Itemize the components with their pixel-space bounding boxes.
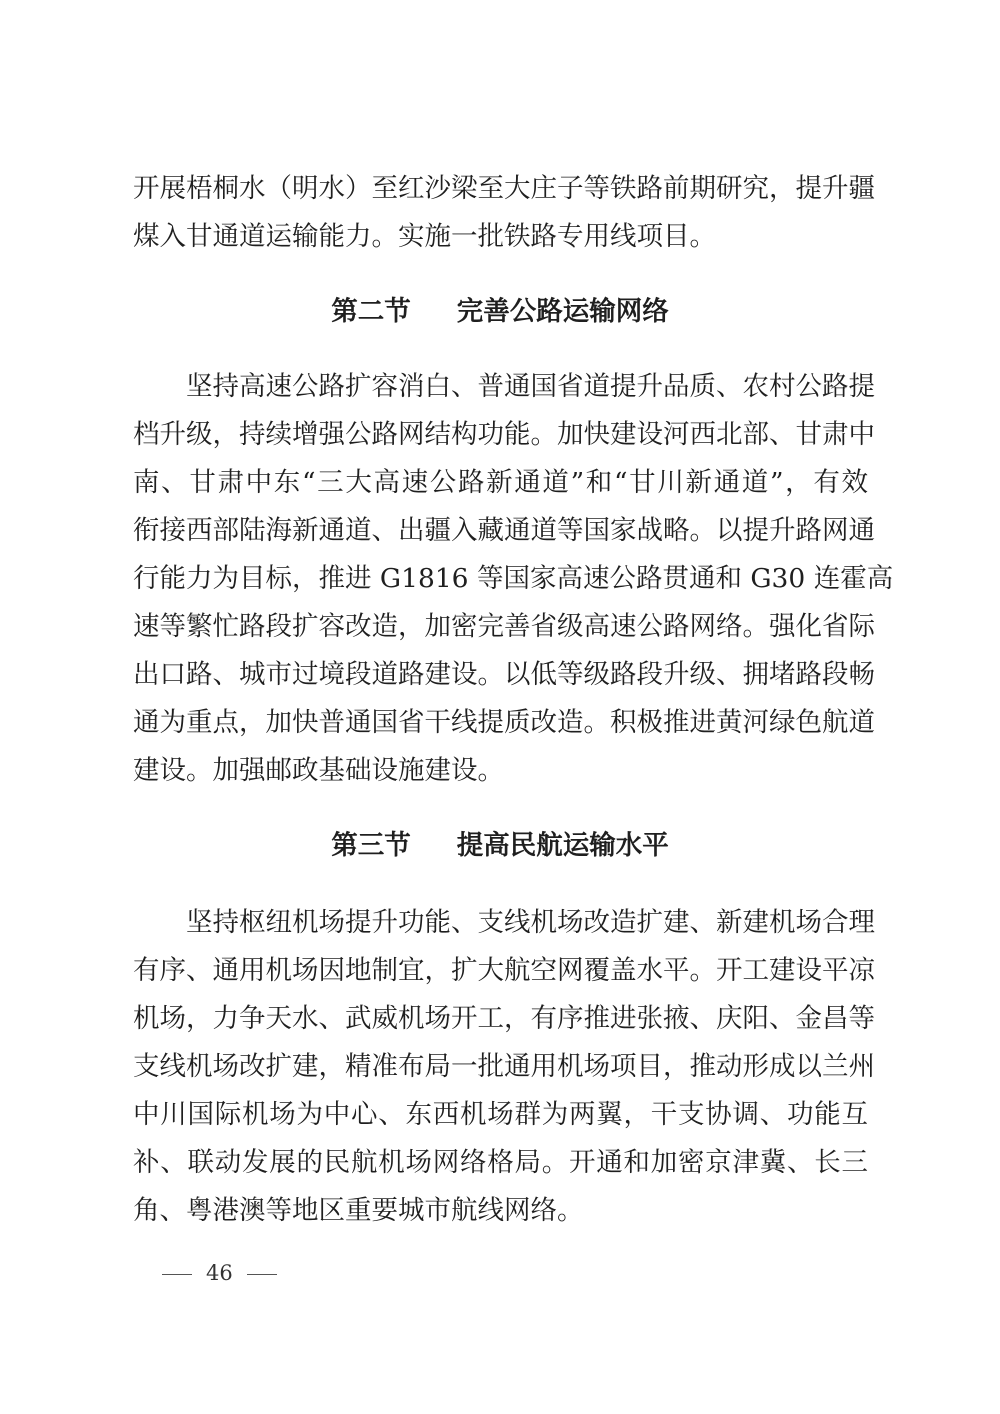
section-3-line-7: 角、粤港澳等地区重要城市航线网络。 — [133, 1195, 584, 1226]
page-footer — [148, 1258, 291, 1288]
footer-dash-left — [162, 1274, 192, 1275]
section-2-line-4: 衔接西部陆海新通道、出疆入藏通道等国家战略。以提升路网通 — [133, 515, 875, 546]
intro-line-2: 煤入甘通道运输能力。实施一批铁路专用线项目。 — [133, 221, 716, 252]
intro-line-1: 开展梧桐水（明水）至红沙梁至大庄子等铁路前期研究，提升疆 — [133, 173, 875, 204]
section-3-heading — [0, 826, 1000, 866]
section-3-line-2: 有序、通用机场因地制宜，扩大航空网覆盖水平。开工建设平凉 — [133, 955, 875, 986]
section-3-line-5: 中川国际机场为中心、东西机场群为两翼，干支协调、功能互 — [133, 1099, 868, 1130]
section-2-title: 完善公路运输网络 — [456, 296, 669, 327]
section-2-line-2: 档升级，持续增强公路网结构功能。加快建设河西北部、甘肃中 — [133, 419, 875, 450]
section-3-line-1: 坚持枢纽机场提升功能、支线机场改造扩建、新建机场合理 — [186, 907, 875, 938]
section-2-line-7: 出口路、城市过境段道路建设。以低等级路段升级、拥堵路段畅 — [133, 659, 875, 690]
section-2-line-8: 通为重点，加快普通国省干线提质改造。积极推进黄河绿色航道 — [133, 707, 875, 738]
section-2-line-3: 南、甘肃中东“三大高速公路新通道”和“甘川新通道”，有效 — [133, 467, 868, 498]
footer-dash-right — [247, 1274, 277, 1275]
section-2-heading — [0, 292, 1000, 332]
section-2-line-5: 行能力为目标，推进 G1816 等国家高速公路贯通和 G30 连霍高 — [133, 563, 894, 594]
section-3-line-3: 机场，力争天水、武威机场开工，有序推进张掖、庆阳、金昌等 — [133, 1003, 875, 1034]
section-2-line-1: 坚持高速公路扩容消白、普通国省道提升品质、农村公路提 — [186, 371, 875, 402]
section-2-line-9: 建设。加强邮政基础设施建设。 — [133, 755, 504, 786]
section-3-line-6: 补、联动发展的民航机场网络格局。开通和加密京津冀、长三 — [133, 1147, 868, 1178]
section-3-title: 提高民航运输水平 — [456, 830, 669, 861]
section-2-line-6: 速等繁忙路段扩容改造，加密完善省级高速公路网络。强化省际 — [133, 611, 875, 642]
section-2-number: 第二节 — [331, 296, 411, 327]
section-3-line-4: 支线机场改扩建，精准布局一批通用机场项目，推动形成以兰州 — [133, 1051, 875, 1082]
page-number: 46 — [206, 1261, 233, 1285]
section-3-number: 第三节 — [331, 830, 411, 861]
